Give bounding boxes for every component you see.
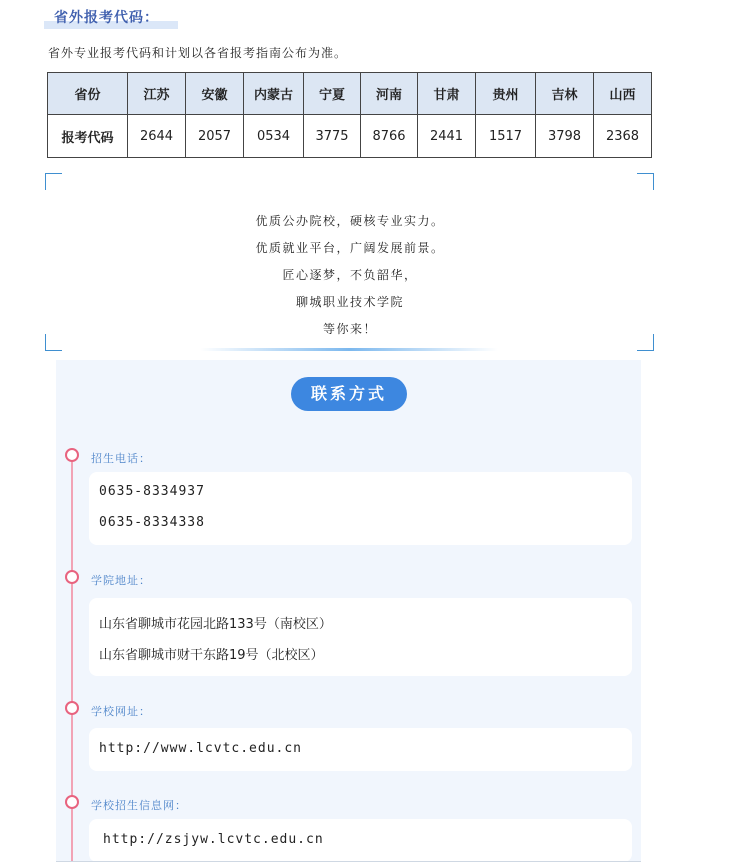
slogan-block [60, 208, 640, 343]
table-header-cell: 安徽 [186, 73, 244, 115]
address-label: 学院地址： [91, 574, 151, 587]
table-header-cell: 江苏 [128, 73, 186, 115]
slogan-line: 优质就业平台，广阔发展前景。 [255, 241, 445, 255]
timeline-dot-icon [65, 701, 79, 715]
table-cell: 3798 [536, 115, 594, 158]
table-row [48, 115, 652, 158]
table-header-cell: 宁夏 [304, 73, 361, 115]
website-label: 学校网址： [91, 705, 151, 718]
table-cell: 3775 [304, 115, 361, 158]
campus-address: 山东省聊城市财干东路19号（北校区） [99, 648, 324, 663]
slogan-divider [200, 348, 498, 351]
slogan-line: 优质公办院校，硬核专业实力。 [255, 214, 445, 228]
timeline-dot-icon [65, 795, 79, 809]
timeline-dot-icon [65, 448, 79, 462]
timeline-dot-icon [65, 570, 79, 584]
campus-address: 山东省聊城市花园北路133号（南校区） [99, 617, 332, 632]
table-row-head: 报考代码 [48, 115, 128, 158]
table-header-cell: 甘肃 [418, 73, 476, 115]
code-note: 省外专业报考代码和计划以各省报考指南公布为准。 [48, 46, 348, 60]
table-cell: 2368 [594, 115, 652, 158]
frame-corner-top-left [45, 173, 62, 190]
contact-title-badge: 联系方式 [291, 377, 407, 411]
admission-site-label: 学校招生信息网： [91, 799, 187, 812]
table-cell: 8766 [361, 115, 418, 158]
table-header-cell: 河南 [361, 73, 418, 115]
website-card [89, 728, 632, 771]
table-header-cell: 省份 [48, 73, 128, 115]
table-header-cell: 吉林 [536, 73, 594, 115]
phone-number[interactable]: 0635-8334338 [99, 515, 205, 530]
slogan-line: 等你来！ [322, 322, 377, 336]
table-header-cell: 贵州 [476, 73, 536, 115]
table-cell: 2057 [186, 115, 244, 158]
admission-site-card [89, 819, 632, 862]
table-cell: 0534 [244, 115, 304, 158]
section-heading [44, 5, 178, 29]
table-cell: 2644 [128, 115, 186, 158]
table-header-cell: 内蒙古 [244, 73, 304, 115]
exam-code-table [47, 72, 652, 158]
address-card [89, 598, 632, 676]
website-link[interactable]: http://www.lcvtc.edu.cn [99, 741, 303, 756]
section-title: 省外报考代码： [54, 10, 159, 26]
table-header-cell: 山西 [594, 73, 652, 115]
phone-number[interactable]: 0635-8334937 [99, 484, 205, 499]
table-cell: 2441 [418, 115, 476, 158]
slogan-line: 匠心逐梦，不负韶华， [282, 268, 418, 282]
frame-corner-top-right [637, 173, 654, 190]
phone-card [89, 472, 632, 545]
slogan-line: 聊城职业技术学院 [295, 295, 404, 309]
table-header-row [48, 73, 652, 115]
admission-site-link[interactable]: http://zsjyw.lcvtc.edu.cn [103, 832, 324, 847]
phone-label: 招生电话： [91, 452, 151, 465]
table-cell: 1517 [476, 115, 536, 158]
